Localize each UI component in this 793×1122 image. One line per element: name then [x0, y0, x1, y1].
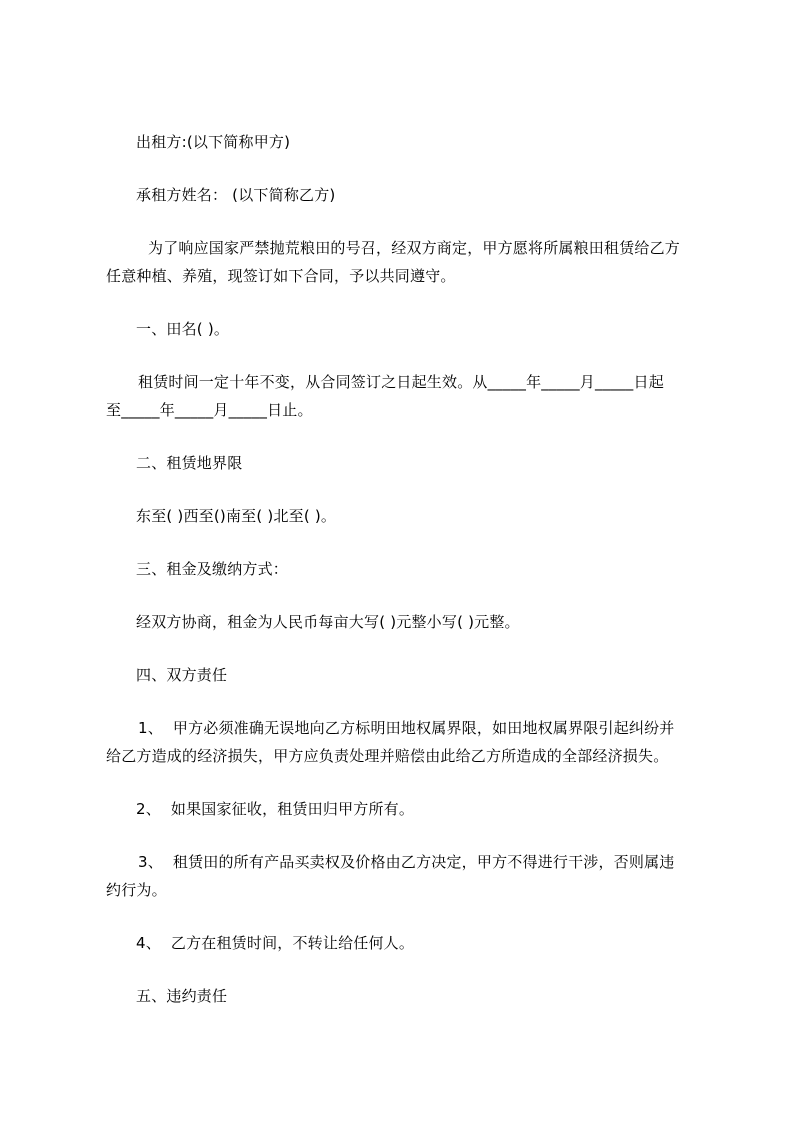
lease-term-line-2: 至_____年_____月_____日止。	[106, 401, 313, 419]
section-5-heading: 五、违约责任	[136, 987, 228, 1005]
rent-line: 经双方协商，租金为人民币每亩大写( )元整小写( )元整。	[136, 613, 520, 631]
duty-1-line-2: 给乙方造成的经济损失，甲方应负责处理并赔偿由此给乙方所造成的全部经济损失。	[106, 747, 669, 765]
duty-1-line-1: 1、 甲方必须准确无误地向乙方标明田地权属界限，如田地权属界限引起纠纷并	[138, 719, 675, 737]
section-1-heading: 一、田名( )。	[136, 320, 230, 338]
boundaries-line: 东至( )西至()南至( )北至( )。	[136, 507, 337, 525]
section-4-heading: 四、双方责任	[136, 666, 228, 684]
section-2-heading: 二、租赁地界限	[136, 454, 243, 472]
preamble-line-1: 为了响应国家严禁抛荒粮田的号召，经双方商定，甲方愿将所属粮田租赁给乙方	[148, 239, 681, 257]
lessor-line: 出租方:(以下简称甲方)	[136, 133, 291, 151]
duty-4-line: 4、 乙方在租赁时间，不转让给任何人。	[136, 934, 415, 952]
section-3-heading: 三、租金及缴纳方式：	[136, 560, 289, 578]
lease-term-line-1: 租赁时间一定十年不变，从合同签订之日起生效。从_____年_____月_____日起	[138, 373, 664, 391]
duty-3-line-2: 约行为。	[106, 881, 167, 899]
duty-2-line: 2、 如果国家征收，租赁田归甲方所有。	[136, 800, 415, 818]
preamble-line-2: 任意种植、养殖，现签订如下合同，予以共同遵守。	[106, 267, 456, 285]
duty-3-line-1: 3、 租赁田的所有产品买卖权及价格由乙方决定，甲方不得进行干涉，否则属违	[138, 853, 675, 871]
lessee-name-line: 承租方姓名： (以下简称乙方)	[136, 186, 336, 204]
